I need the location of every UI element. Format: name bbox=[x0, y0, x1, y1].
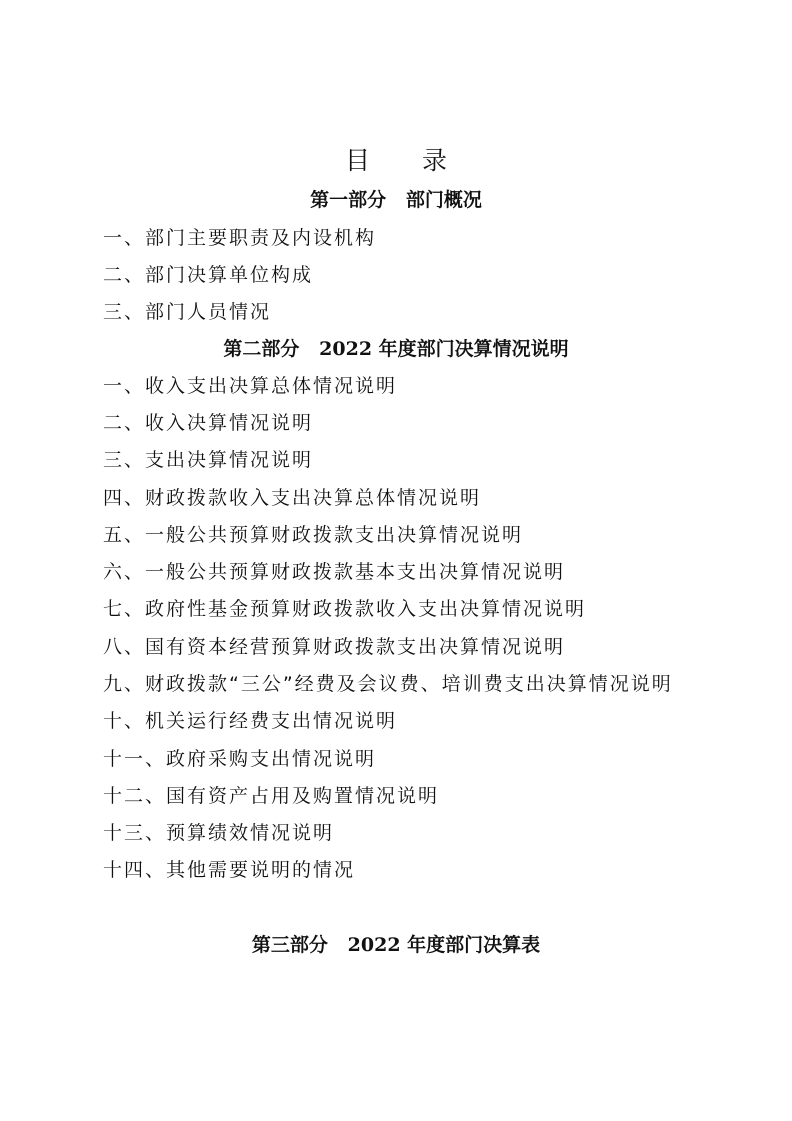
toc-item: 二、部门决算单位构成 bbox=[103, 264, 314, 286]
toc-item: 十、机关运行经费支出情况说明 bbox=[103, 710, 398, 732]
toc-item: 六、一般公共预算财政拨款基本支出决算情况说明 bbox=[103, 561, 566, 583]
toc-item: 三、支出决算情况说明 bbox=[103, 449, 314, 471]
toc-item: 七、政府性基金预算财政拨款收入支出决算情况说明 bbox=[103, 598, 587, 620]
toc-item: 十三、预算绩效情况说明 bbox=[103, 822, 335, 844]
toc-item: 十一、政府采购支出情况说明 bbox=[103, 748, 377, 770]
toc-title: 目 录 bbox=[345, 146, 469, 175]
part1-heading: 第一部分 部门概况 bbox=[310, 189, 482, 211]
toc-item: 四、财政拨款收入支出决算总体情况说明 bbox=[103, 487, 482, 509]
part2-heading: 第二部分 2022 年度部门决算情况说明 bbox=[223, 338, 569, 360]
toc-item: 十四、其他需要说明的情况 bbox=[103, 859, 356, 881]
toc-item: 三、部门人员情况 bbox=[103, 301, 272, 323]
toc-item: 一、部门主要职责及内设机构 bbox=[103, 227, 377, 249]
toc-item: 二、收入决算情况说明 bbox=[103, 412, 314, 434]
toc-item: 九、财政拨款“三公”经费及会议费、培训费支出决算情况说明 bbox=[103, 673, 673, 695]
toc-item: 八、国有资本经营预算财政拨款支出决算情况说明 bbox=[103, 636, 566, 658]
part3-heading: 第三部分 2022 年度部门决算表 bbox=[251, 934, 541, 956]
toc-item: 十二、国有资产占用及购置情况说明 bbox=[103, 785, 440, 807]
toc-item: 一、收入支出决算总体情况说明 bbox=[103, 375, 398, 397]
toc-item: 五、一般公共预算财政拨款支出决算情况说明 bbox=[103, 524, 524, 546]
